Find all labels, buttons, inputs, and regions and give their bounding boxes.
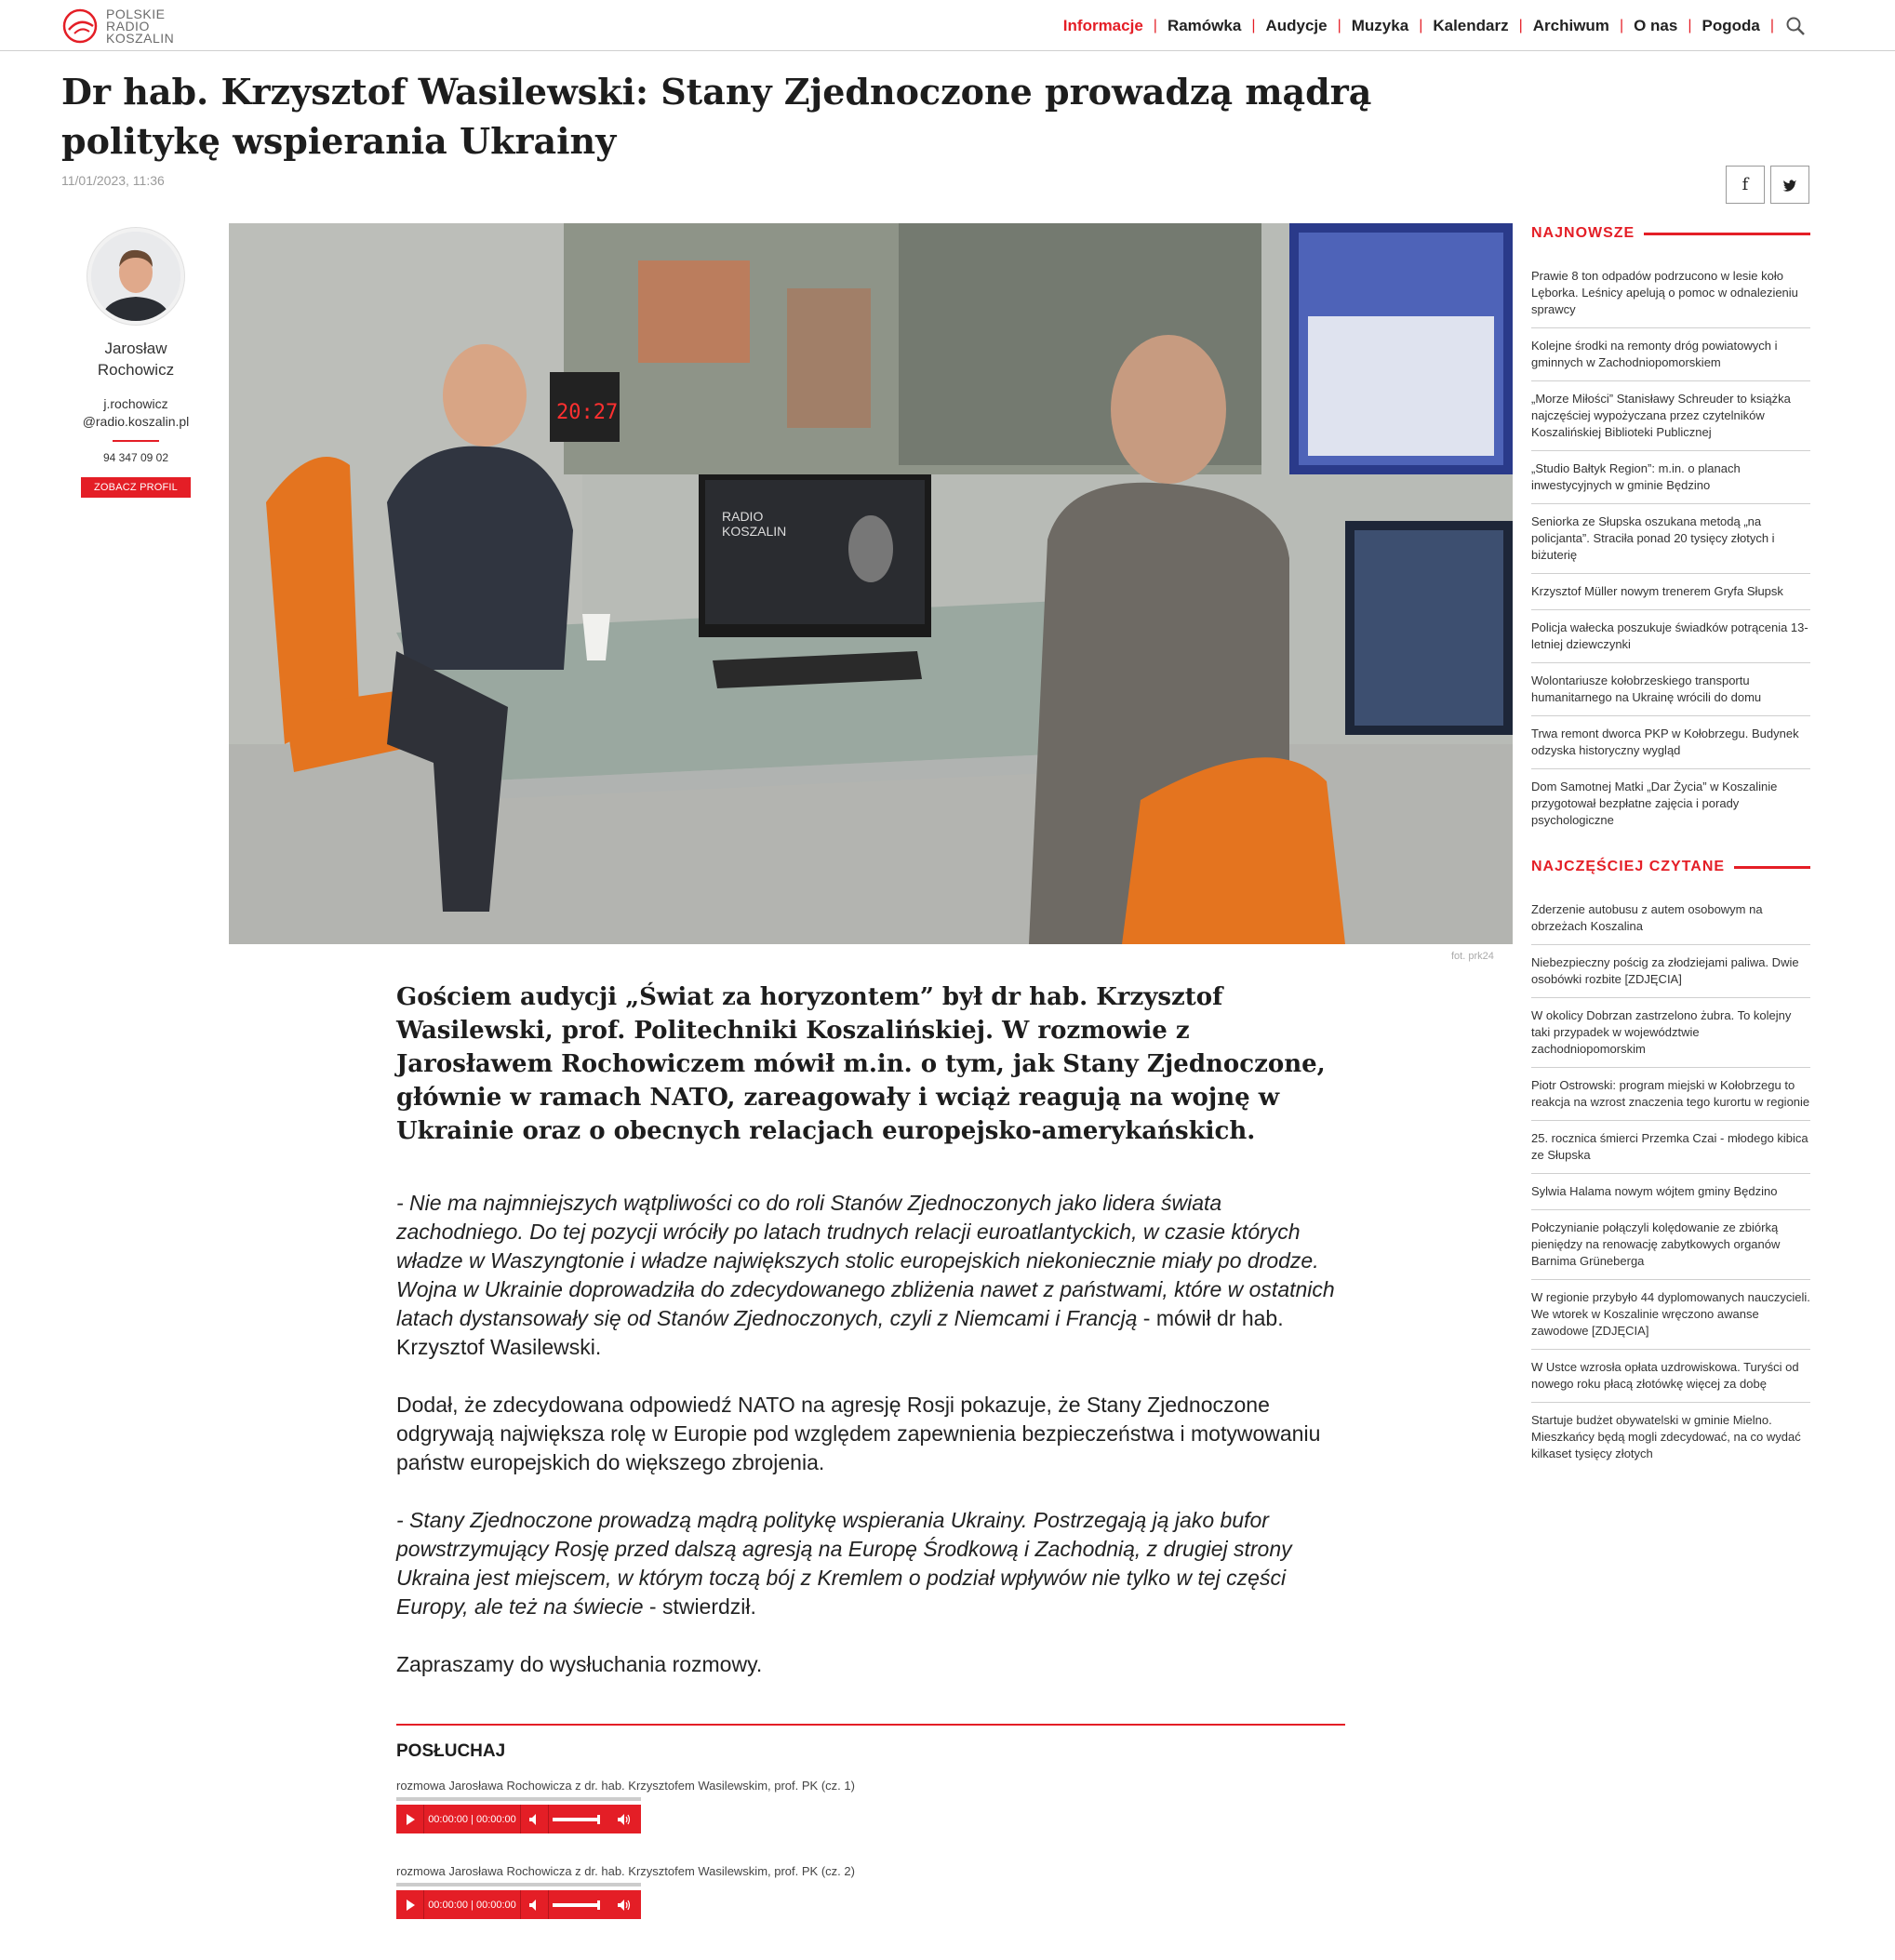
article-date: 11/01/2023, 11:36: [61, 173, 165, 188]
sidebar-news-item[interactable]: „Morze Miłości” Stanisławy Schreuder to książka najczęściej wypożyczana przez czytelników Koszalińskiej Biblioteki Publicznej: [1531, 381, 1810, 451]
sidebar-news-item[interactable]: W Ustce wzrosła opłata uzdrowiskowa. Turyści od nowego roku płacą złotówkę więcej za dobę: [1531, 1350, 1810, 1403]
main-nav: Informacje | Ramówka | Audycje | Muzyka | Kalendarz | Archiwum | O nas | Pogoda |: [1053, 16, 1806, 36]
audio-player: [396, 1890, 641, 1919]
sidebar-news-item[interactable]: 25. rocznica śmierci Przemka Czai - młodego kibica ze Słupska: [1531, 1121, 1810, 1174]
sidebar-news-item[interactable]: Sylwia Halama nowym wójtem gminy Będzino: [1531, 1174, 1810, 1210]
svg-text:RADIO: RADIO: [722, 509, 764, 524]
article-lead: Gościem audycji „Świat za horyzontem” był dr hab. Krzysztof Wasilewski, prof. Politechniki Koszalińskiej. W rozmowie z Jarosławem Rochowiczem mówił m.in. o tym, jak Stany Zjednoczone, głównie w ramach NATO, zareagowały i wciąż reagują na wojnę w Ukrainie oraz o obecnych relacjach europejsko-amerykańskich.: [396, 983, 1326, 1145]
listen-divider: [396, 1724, 1345, 1726]
radio-studio-photo: [229, 223, 1513, 944]
sidebar-popular-heading: NAJCZĘŚCIEJ CZYTANE: [1531, 859, 1810, 875]
nav-item-pogoda[interactable]: Pogoda: [1701, 17, 1760, 34]
sidebar-news-item[interactable]: Połczynianie połączyli kolędowanie ze zbiórką pieniędzy na renowację zabytkowych organów Barnima Grüneberga: [1531, 1210, 1810, 1280]
site-logo[interactable]: [61, 6, 174, 47]
sidebar-news-item[interactable]: Trwa remont dworca PKP w Kołobrzegu. Budynek odzyska historyczny wygląd: [1531, 716, 1810, 769]
author-box: [61, 228, 210, 498]
twitter-share-button[interactable]: [1770, 166, 1809, 204]
sidebar-newest-heading: NAJNOWSZE: [1531, 225, 1810, 242]
audio-caption: rozmowa Jarosława Rochowicza z dr. hab. Krzysztofem Wasilewskim, prof. PK (cz. 2): [396, 1864, 855, 1878]
audio-time: 00:00:00 | 00:00:00: [424, 1805, 521, 1833]
article-paragraph: - Stany Zjednoczone prowadzą mądrą politykę wspierania Ukrainy. Postrzegają ją jako bufor powstrzymujący Rosję przed dalszą agresją na Europę Środkową i Zachodnią, z drugiej strony Ukraina jest miejscem, w którym toczą bój z Kremlem o podział wpływów nie tylko w tej części Europy, ale też na świecie - stwierdził.: [396, 1508, 1292, 1619]
listen-heading: POSŁUCHAJ: [396, 1741, 506, 1761]
sidebar-news-item[interactable]: Krzysztof Müller nowym trenerem Gryfa Słupsk: [1531, 574, 1810, 610]
mute-button[interactable]: [521, 1890, 549, 1919]
audio-player: [396, 1805, 641, 1833]
audio-progress-track[interactable]: [396, 1797, 641, 1801]
sidebar-news-item[interactable]: Policja wałecka poszukuje świadków potrącenia 13-letniej dziewczynki: [1531, 610, 1810, 663]
play-icon: [406, 1814, 415, 1825]
author-email[interactable]: j.rochowicz @radio.koszalin.pl: [82, 396, 190, 429]
volume-slider[interactable]: [549, 1890, 608, 1919]
sidebar-news-item[interactable]: W okolicy Dobrzan zastrzelono żubra. To kolejny taki przypadek w województwie zachodniopomorskim: [1531, 998, 1810, 1068]
logo-text: POLSKIE RADIO KOSZALIN: [106, 6, 175, 46]
play-button[interactable]: [396, 1890, 424, 1919]
article-paragraph: Zapraszamy do wysłuchania rozmowy.: [396, 1652, 763, 1676]
sidebar-news-item[interactable]: Zderzenie autobusu z autem osobowym na obrzeżach Koszalina: [1531, 892, 1810, 945]
author-photo-icon: [91, 232, 180, 321]
play-icon: [406, 1900, 415, 1911]
author-divider: [113, 440, 159, 442]
author-avatar[interactable]: [87, 228, 184, 325]
radio-logo-icon: [61, 7, 100, 45]
max-volume-button[interactable]: [608, 1890, 640, 1919]
sidebar-news-item[interactable]: Dom Samotnej Matki „Dar Życia” w Koszalinie przygotował bezpłatne zajęcia i porady psychologiczne: [1531, 780, 1778, 827]
play-button[interactable]: [396, 1805, 424, 1833]
sidebar-news-item[interactable]: Seniorka ze Słupska oszukana metodą „na policjanta”. Straciła ponad 20 tysięcy złotych i biżuterię: [1531, 504, 1810, 574]
site-header: [0, 0, 1895, 51]
sidebar-newest-list: [1531, 259, 1810, 838]
article-paragraph: - Nie ma najmniejszych wątpliwości co do roli Stanów Zjednoczonych jako lidera świata zachodniego. Do tej pozycji wróciły po latach trudnych relacji euroatlantyckich, w czasie których władze w Waszyngtonie i władze największych stolic europejskich niekoniecznie miały po drodze. Wojna w Ukrainie doprowadziła do zdecydowanego zbliżenia nawet z państwami, które w ostatnich latach dystansowały się od Stanów Zjednoczonych, czyli z Niemcami i Francją - mówił dr hab. Krzysztof Wasilewski.: [396, 1191, 1335, 1359]
author-phone: 94 347 09 02: [102, 451, 169, 464]
max-volume-button[interactable]: [608, 1805, 640, 1833]
photo-credit: fot. prk24: [1451, 951, 1494, 962]
sidebar-news-item[interactable]: Kolejne środki na remonty dróg powiatowych i gminnych w Zachodniopomorskiem: [1531, 328, 1810, 381]
sidebar-news-item[interactable]: „Studio Bałtyk Region”: m.in. o planach inwestycyjnych w gminie Będzino: [1531, 451, 1810, 504]
view-profile-button[interactable]: ZOBACZ PROFIL: [81, 477, 191, 498]
sidebar-news-item[interactable]: Wolontariusze kołobrzeskiego transportu humanitarnego na Ukrainę wrócili do domu: [1531, 663, 1810, 716]
audio-caption: rozmowa Jarosława Rochowicza z dr. hab. Krzysztofem Wasilewskim, prof. PK (cz. 1): [396, 1779, 855, 1793]
author-name[interactable]: Jarosław Rochowicz: [97, 340, 175, 379]
nav-item-o-nas[interactable]: O nas: [1634, 17, 1678, 34]
search-icon[interactable]: [1785, 16, 1806, 36]
article-body: [396, 1189, 1345, 1708]
volume-max-icon: [618, 1814, 631, 1825]
audio-time: 00:00:00 | 00:00:00: [424, 1890, 521, 1919]
facebook-share-button[interactable]: [1726, 166, 1765, 204]
twitter-icon: [1782, 179, 1797, 192]
nav-item-informacje[interactable]: Informacje: [1062, 17, 1143, 34]
volume-slider[interactable]: [549, 1805, 608, 1833]
svg-text:20:27: 20:27: [556, 401, 619, 424]
volume-bars-icon: [553, 1900, 605, 1910]
nav-item-ramowka[interactable]: Ramówka: [1167, 17, 1242, 34]
sidebar-news-item[interactable]: Startuje budżet obywatelski w gminie Mielno. Mieszkańcy będą mogli zdecydować, na co wydać kilkaset tysięcy złotych: [1531, 1413, 1801, 1460]
sidebar-news-item[interactable]: Niebezpieczny pościg za złodziejami paliwa. Dwie osobówki rozbite [ZDJĘCIA]: [1531, 945, 1810, 998]
audio-progress-track[interactable]: [396, 1883, 641, 1887]
article-paragraph: Dodał, że zdecydowana odpowiedź NATO na agresję Rosji pokazuje, że Stany Zjednoczone odgrywają największa rolę w Europie pod względem zapewnienia bezpieczeństwa i motywowaniu państw europejskich do większego zbrojenia.: [396, 1393, 1321, 1474]
nav-item-audycje[interactable]: Audycje: [1265, 17, 1328, 34]
volume-max-icon: [618, 1900, 631, 1911]
volume-bars-icon: [553, 1815, 605, 1824]
nav-item-kalendarz[interactable]: Kalendarz: [1433, 17, 1509, 34]
sidebar-news-item[interactable]: W regionie przybyło 44 dyplomowanych nauczycieli. We wtorek w Koszalinie wręczono awanse zawodowe [ZDJĘCIA]: [1531, 1280, 1810, 1350]
article-photo: [229, 223, 1513, 944]
article-title: Dr hab. Krzysztof Wasilewski: Stany Zjednoczone prowadzą mądrą politykę wspierania Ukrainy: [61, 71, 1372, 162]
sidebar-news-item[interactable]: Piotr Ostrowski: program miejski w Kołobrzegu to reakcja na wzrost znaczenia tego kurortu w regionie: [1531, 1068, 1810, 1121]
volume-icon: [529, 1900, 540, 1911]
nav-item-muzyka[interactable]: Muzyka: [1351, 17, 1409, 34]
volume-icon: [529, 1814, 540, 1825]
sidebar-news-item[interactable]: Prawie 8 ton odpadów podrzucono w lesie koło Lęborka. Leśnicy apelują o pomoc w odnalezieniu sprawcy: [1531, 259, 1810, 328]
facebook-icon: f: [1742, 175, 1749, 194]
mute-button[interactable]: [521, 1805, 549, 1833]
svg-text:KOSZALIN: KOSZALIN: [722, 524, 787, 539]
nav-item-archiwum[interactable]: Archiwum: [1532, 17, 1609, 34]
sidebar-popular-list: [1531, 892, 1810, 1472]
